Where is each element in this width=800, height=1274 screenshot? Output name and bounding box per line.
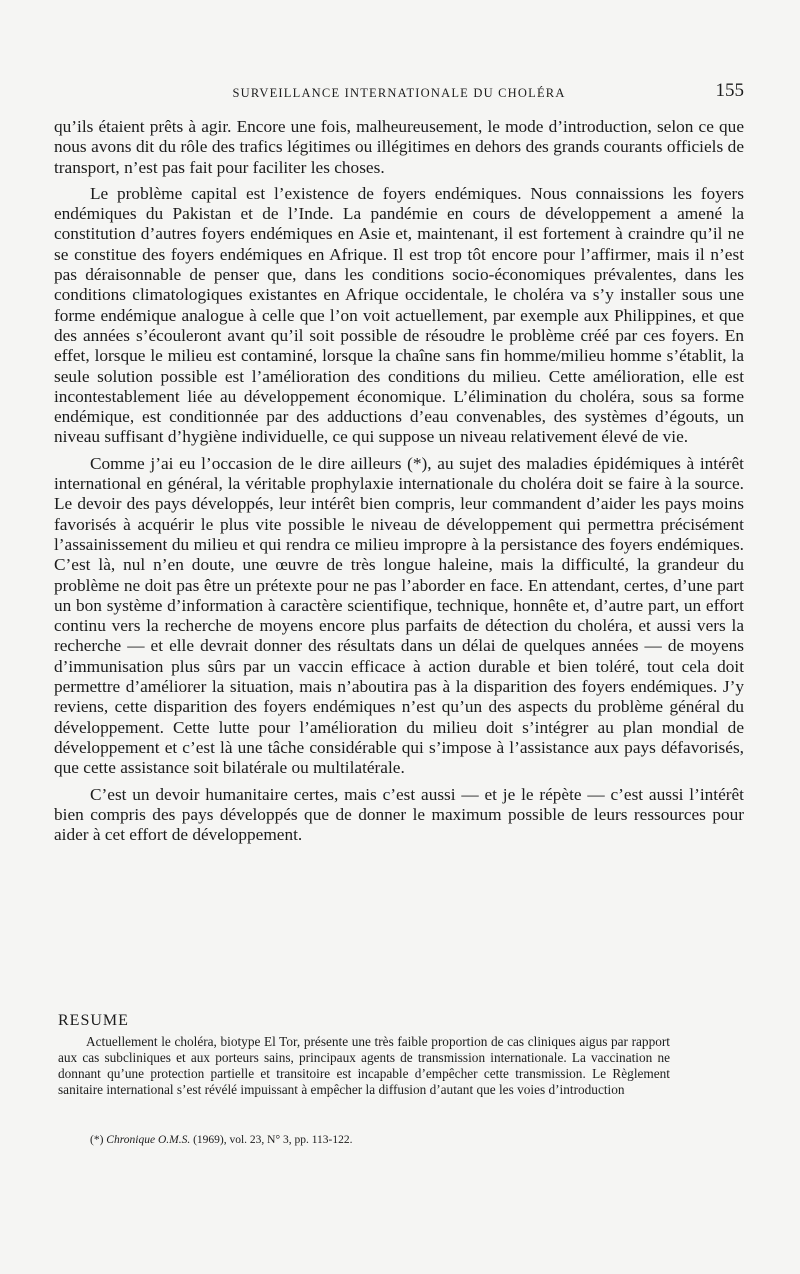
running-title: SURVEILLANCE INTERNATIONALE DU CHOLÉRA [232, 86, 566, 100]
paragraph-conclusion: C’est un devoir humanitaire certes, mais c’est aussi — et je le répète — c’est aussi l’intérêt bien compris des pays développés que de donner le maximum possible de leurs ressources pour aider à cet effort de développement. [54, 784, 744, 845]
resume-paragraph: Actuellement le choléra, biotype El Tor, présente une très faible proportion de cas cliniques aigus par rapport aux cas subcliniques et aux porteurs sains, principaux agents de transmission internationale. La vaccination ne donnant qu’une protection partielle et transitoire est incapable d’empêcher cette transmission. Le Règlement sanitaire international s’est révélé impuissant à empêcher la diffusion d’autant que les voies d’introduction [58, 1034, 670, 1097]
paragraph-prophylaxis: Comme j’ai eu l’occasion de le dire ailleurs (*), au sujet des maladies épidémiques à intérêt international en général, la véritable prophylaxie internationale du choléra doit se faire à la source. Le devoir des pays développés, leur intérêt bien compris, leur commandent d’aider les pays moins favorisés à acquérir le plus vite possible le niveau de développement qui permettra précisément l’assainissement du milieu et qui rendra ce milieu impropre à la persistance des foyers endémiques. C’est là, nul n’en doute, une œuvre de très longue haleine, mais la difficulté, la grandeur du problème ne doit pas être un prétexte pour ne pas l’aborder en face. En attendant, certes, d’une part un bon système d’information à caractère scientifique, technique, honnête et, d’autre part, un effort continu vers la recherche de moyens encore plus parfaits de détection du choléra, et aussi vers la recherche — et elle devrait donner des résultats dans un délai de quelques années — de moyens d’immunisation plus sûrs par un vaccin efficace à action durable et bien toléré, tout cela doit permettre d’améliorer la situation, mais n’aboutira pas à la disparition des foyers endémiques. J’y reviens, cette disparition des foyers endémiques n’est qu’un des aspects du problème général du développement. Cette lutte pour l’amélioration du milieu doit s’intégrer au plan mondial de développement et c’est là une tâche considérable qui s’impose à l’assistance aux pays défavorisés, que cette assistance soit bilatérale ou multilatérale. [54, 453, 744, 778]
footnote [90, 1134, 353, 1146]
resume-heading: RESUME [58, 1012, 129, 1029]
resume-text [58, 1034, 670, 1098]
footnote-journal: Chronique O.M.S. [106, 1134, 191, 1146]
running-head [54, 80, 744, 110]
paragraph-endemic-foci: Le problème capital est l’existence de foyers endémiques. Nous connaissions les foyers endémiques du Pakistan et de l’Inde. La pandémie en cours de développement a amené la constitution d’autres foyers endémiques en Asie et, maintenant, il est fortement à craindre qu’il ne se constitue des foyers endémiques en Afrique. Il est trop tôt encore pour l’affirmer, mais il n’est pas déraisonnable de penser que, dans les conditions socio-économiques prévalentes, dans les conditions climatologiques existantes en Afrique occidentale, le choléra va s’y installer sous une forme endémique analogue à celle que l’on voit actuellement, par exemple aux Philippines, et que des années s’écouleront avant qu’il soit possible de résoudre le problème créé par ces foyers. En effet, lorsque le milieu est contaminé, lorsque la chaîne sans fin homme/milieu homme s’établit, la seule solution possible est l’amélioration des conditions du milieu. Cette amélioration, elle est incontestablement liée au développement économique. L’élimination du choléra, sous sa forme endémique, est conditionnée par des adductions d’eau convenables, des systèmes d’égouts, un niveau suffisant d’hygiène individuelle, ce qui suppose un niveau relativement élevé de vie. [54, 183, 744, 447]
paragraph-continuation: qu’ils étaient prêts à agir. Encore une fois, malheureusement, le mode d’introduction, selon ce que nous avons dit du rôle des trafics légitimes ou illégitimes en dehors des grands courants officiels de transport, n’est pas fait pour faciliter les choses. [54, 117, 744, 177]
footnote-marker: (*) [90, 1134, 104, 1146]
footnote-citation: (1969), vol. 23, N° 3, pp. 113-122. [193, 1134, 353, 1146]
page-number: 155 [715, 80, 744, 101]
body-text [54, 117, 744, 851]
